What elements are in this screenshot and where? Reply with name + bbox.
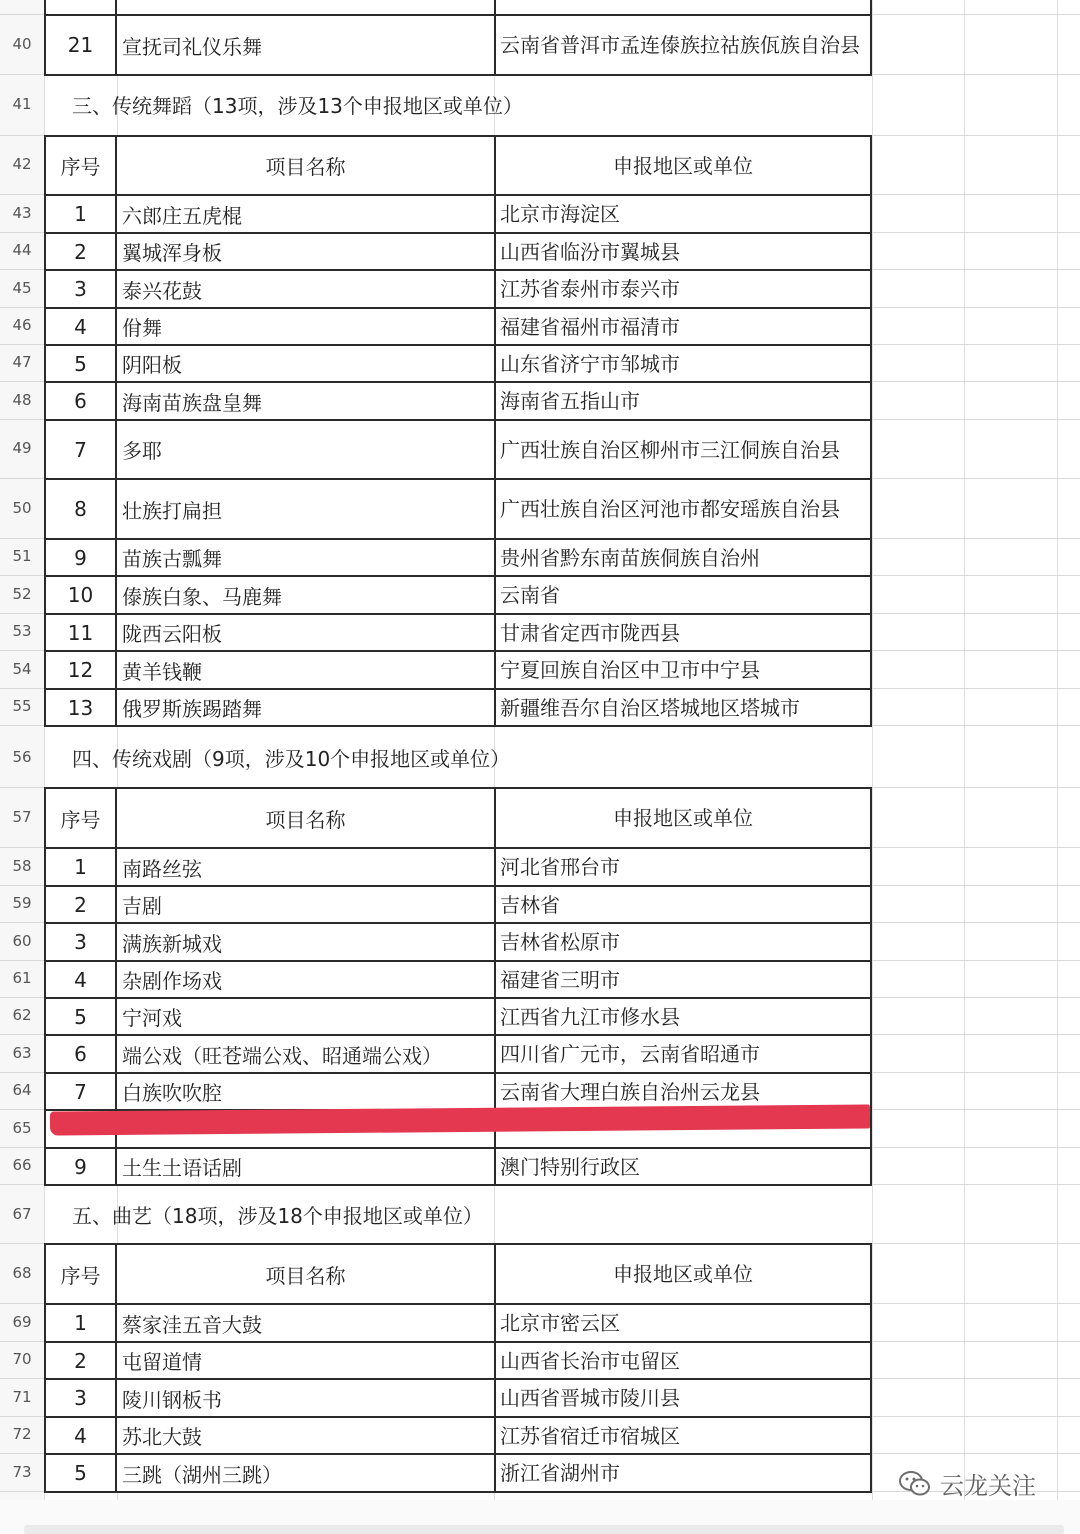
table-row-region-text: 云南省大理白族自治州云龙县 bbox=[500, 1079, 760, 1104]
table-row-name-text: 土生土语话剧 bbox=[122, 1156, 242, 1180]
table-row-name-text: 宣抚司礼仪乐舞 bbox=[122, 34, 262, 59]
header-seq bbox=[44, 787, 117, 849]
table-row-region bbox=[494, 419, 872, 480]
table-row-seq bbox=[44, 381, 117, 421]
table-row-name-text: 三跳（湖州三跳） bbox=[122, 1462, 282, 1487]
row-number[interactable]: 51 bbox=[12, 547, 32, 565]
section-title: 五、曲艺（18项，涉及18个申报地区或单位） bbox=[72, 1203, 483, 1228]
table-row-partial-seq bbox=[44, 0, 117, 16]
row-number[interactable]: 55 bbox=[12, 697, 32, 715]
table-row-region-text: 新疆维吾尔自治区塔城地区塔城市 bbox=[500, 695, 800, 720]
table-row-seq bbox=[44, 613, 117, 652]
wechat-icon bbox=[898, 1470, 932, 1498]
table-row-name bbox=[115, 1303, 496, 1343]
table-row-seq bbox=[44, 997, 117, 1036]
table-row-region bbox=[494, 885, 872, 924]
table-row-name-text: 杂剧作场戏 bbox=[122, 969, 222, 993]
table-row-region-text: 吉林省 bbox=[500, 892, 560, 917]
header-region-text: 申报地区或单位 bbox=[613, 806, 753, 830]
table-row-seq bbox=[44, 1378, 117, 1418]
table-row-name-text: 泰兴花鼓 bbox=[122, 278, 202, 303]
row-number[interactable]: 46 bbox=[12, 316, 32, 334]
row-number[interactable]: 64 bbox=[12, 1081, 32, 1099]
table-row-region-text: 广西壮族自治区河池市都安瑶族自治县 bbox=[500, 497, 840, 521]
table-row-seq bbox=[44, 1072, 117, 1111]
table-row-name-text: 六郎庄五虎棍 bbox=[122, 203, 242, 228]
table-row-region-text: 浙江省湖州市 bbox=[500, 1461, 620, 1485]
table-row-name bbox=[115, 232, 496, 271]
table-row-region bbox=[494, 613, 872, 652]
table-row-seq-text: 13 bbox=[67, 695, 94, 720]
row-number[interactable]: 67 bbox=[12, 1205, 32, 1223]
table-row-seq bbox=[44, 1147, 117, 1186]
header-region-text: 申报地区或单位 bbox=[613, 1262, 753, 1286]
table-row-name-text: 满族新城戏 bbox=[122, 931, 222, 956]
header-name-text: 项目名称 bbox=[265, 1263, 346, 1288]
table-row-region bbox=[494, 232, 872, 271]
table-row-name-text: 屯留道情 bbox=[122, 1350, 202, 1374]
table-row-name-text: 海南苗族盘皇舞 bbox=[122, 390, 262, 415]
row-number[interactable]: 47 bbox=[12, 353, 32, 371]
table-row-name bbox=[115, 575, 496, 615]
table-row-seq-text: 2 bbox=[74, 1348, 87, 1373]
table-row-name bbox=[115, 1416, 496, 1455]
table-row-seq bbox=[44, 1303, 117, 1343]
table-row-seq bbox=[44, 1341, 117, 1380]
table-row-seq-text: 1 bbox=[74, 1311, 87, 1335]
row-number[interactable]: 52 bbox=[12, 585, 32, 603]
header-name bbox=[115, 135, 496, 196]
table-row-region-text: 山西省临汾市翼城县 bbox=[500, 239, 680, 264]
row-number[interactable]: 58 bbox=[12, 857, 32, 875]
row-number[interactable]: 56 bbox=[12, 748, 32, 766]
table-row-region-text: 贵州省黔东南苗族侗族自治州 bbox=[500, 545, 760, 570]
table-row-name bbox=[115, 1147, 496, 1186]
table-row-seq-text: 5 bbox=[74, 1461, 87, 1485]
table-row-name-text: 苗族古瓢舞 bbox=[122, 547, 222, 571]
row-number[interactable]: 65 bbox=[12, 1119, 32, 1137]
row-number[interactable]: 66 bbox=[12, 1156, 32, 1174]
table-row-name bbox=[115, 1341, 496, 1380]
table-row-name bbox=[115, 1378, 496, 1418]
table-row-name-text: 端公戏（旺苍端公戏、昭通端公戏） bbox=[122, 1043, 442, 1068]
table-row-name bbox=[115, 478, 496, 540]
section-title: 四、传统戏剧（9项，涉及10个申报地区或单位） bbox=[72, 747, 511, 771]
table-row-name bbox=[115, 885, 496, 924]
header-seq-text: 序号 bbox=[60, 155, 101, 179]
table-row-seq bbox=[44, 232, 117, 271]
table-row-name bbox=[115, 997, 496, 1036]
table-row-seq-text: 12 bbox=[67, 658, 94, 682]
header-name-text: 项目名称 bbox=[265, 155, 346, 179]
table-row-name bbox=[115, 194, 496, 234]
table-row-region-text: 海南省五指山市 bbox=[500, 389, 640, 413]
table-row-seq-text: 2 bbox=[74, 892, 87, 917]
table-row-name-text: 黄羊钱鞭 bbox=[122, 659, 202, 684]
row-number[interactable]: 72 bbox=[12, 1425, 32, 1443]
row-number[interactable]: 40 bbox=[12, 35, 32, 53]
table-row-name bbox=[115, 922, 496, 962]
row-number[interactable]: 62 bbox=[12, 1006, 32, 1024]
table-row-region-text: 河北省邢台市 bbox=[500, 855, 620, 879]
table-row-seq-text: 9 bbox=[74, 545, 87, 570]
row-number[interactable]: 43 bbox=[12, 204, 32, 222]
table-row-name-text: 傣族白象、马鹿舞 bbox=[122, 584, 282, 609]
table-row-seq bbox=[44, 344, 117, 383]
table-row-seq-text: 11 bbox=[67, 620, 94, 645]
table-row-region bbox=[494, 960, 872, 999]
table-row-seq-text: 2 bbox=[74, 239, 87, 264]
column-divider bbox=[964, 0, 965, 1500]
header-name bbox=[115, 787, 496, 849]
table-row-name-text: 宁河戏 bbox=[122, 1006, 182, 1030]
table-row-seq-text: 1 bbox=[74, 855, 87, 879]
table-row-region bbox=[494, 688, 872, 727]
row-number[interactable]: 41 bbox=[12, 95, 32, 113]
table-row-region-text: 甘肃省定西市陇西县 bbox=[500, 620, 680, 645]
row-number[interactable]: 61 bbox=[12, 969, 32, 987]
section-title: 三、传统舞蹈（13项，涉及13个申报地区或单位） bbox=[72, 94, 523, 118]
row-number[interactable]: 49 bbox=[12, 439, 32, 457]
header-region bbox=[494, 1243, 872, 1305]
table-row-region-text: 北京市密云区 bbox=[500, 1311, 620, 1335]
table-row-region-text: 江西省九江市修水县 bbox=[500, 1004, 680, 1029]
row-number[interactable]: 54 bbox=[12, 660, 32, 678]
table-row-seq-text: 1 bbox=[74, 202, 87, 226]
watermark-text: 云龙关注 bbox=[940, 1472, 1036, 1500]
table-row-name bbox=[115, 14, 496, 76]
table-row-seq-text: 3 bbox=[74, 930, 87, 954]
table-row-region bbox=[494, 1378, 872, 1418]
table-row-seq bbox=[44, 1034, 117, 1074]
row-number[interactable]: 60 bbox=[12, 932, 32, 950]
table-row-region bbox=[494, 1453, 872, 1493]
header-seq-text: 序号 bbox=[60, 1263, 101, 1288]
table-row-region-text: 广西壮族自治区柳州市三江侗族自治县 bbox=[500, 437, 840, 462]
table-row-seq-text: 6 bbox=[74, 1042, 87, 1066]
row-number[interactable]: 69 bbox=[12, 1313, 32, 1331]
header-region bbox=[494, 787, 872, 849]
row-number[interactable]: 68 bbox=[12, 1264, 32, 1282]
table-row-seq bbox=[44, 194, 117, 234]
table-row-region-text: 山西省晋城市陵川县 bbox=[500, 1386, 680, 1410]
table-row-region bbox=[494, 194, 872, 234]
table-row-seq-text: 21 bbox=[67, 33, 94, 57]
table-row-region bbox=[494, 381, 872, 421]
table-row-name-text: 白族吹吹腔 bbox=[122, 1081, 222, 1105]
table-row-region-text: 北京市海淀区 bbox=[500, 202, 620, 226]
row-number[interactable]: 50 bbox=[12, 499, 32, 517]
table-row-name-text: 吉剧 bbox=[122, 894, 162, 918]
table-row-seq-text: 4 bbox=[74, 967, 87, 992]
table-row-seq bbox=[44, 847, 117, 887]
table-row-region bbox=[494, 1341, 872, 1380]
table-row-region-text: 云南省 bbox=[500, 583, 560, 607]
table-row-name bbox=[115, 613, 496, 652]
row-number[interactable]: 57 bbox=[12, 808, 32, 826]
header-seq-text: 序号 bbox=[60, 807, 101, 832]
table-row-seq bbox=[44, 269, 117, 309]
table-row-name bbox=[115, 650, 496, 690]
table-row-name bbox=[115, 538, 496, 577]
column-divider bbox=[872, 0, 873, 1500]
table-row-region bbox=[494, 538, 872, 577]
column-divider bbox=[1057, 0, 1058, 1500]
table-row-seq-text: 3 bbox=[74, 277, 87, 301]
table-row-region-text: 江苏省宿迁市宿城区 bbox=[500, 1423, 680, 1448]
table-row-region bbox=[494, 1147, 872, 1186]
table-row-name-text: 翼城浑身板 bbox=[122, 241, 222, 265]
row-number[interactable]: 48 bbox=[12, 391, 32, 409]
table-row-region bbox=[494, 575, 872, 615]
table-row-seq bbox=[44, 575, 117, 615]
row-number[interactable]: 44 bbox=[12, 241, 32, 259]
table-row-seq-text: 5 bbox=[74, 1004, 87, 1029]
table-row-region bbox=[494, 1416, 872, 1455]
table-row-name-text: 多耶 bbox=[122, 439, 162, 463]
row-number[interactable]: 45 bbox=[12, 279, 32, 297]
table-row-region-text: 四川省广元市，云南省昭通市 bbox=[500, 1042, 760, 1066]
table-row-region-text: 云南省普洱市孟连傣族拉祜族佤族自治县 bbox=[500, 33, 860, 57]
bottom-scrollbar[interactable] bbox=[24, 1525, 1064, 1534]
table-row-region bbox=[494, 650, 872, 690]
header-seq bbox=[44, 1243, 117, 1305]
table-row-name bbox=[115, 1034, 496, 1074]
table-row-seq-text: 9 bbox=[74, 1154, 87, 1179]
table-row-region bbox=[494, 922, 872, 962]
row-number[interactable]: 59 bbox=[12, 894, 32, 912]
row-number[interactable]: 63 bbox=[12, 1044, 32, 1062]
table-row-seq bbox=[44, 650, 117, 690]
table-row-name-text: 苏北大鼓 bbox=[122, 1425, 202, 1449]
table-row-seq bbox=[44, 307, 117, 346]
header-name-text: 项目名称 bbox=[265, 807, 346, 832]
header-region-text: 申报地区或单位 bbox=[613, 153, 753, 178]
table-row-seq-text: 3 bbox=[74, 1386, 87, 1410]
table-row-region bbox=[494, 478, 872, 540]
table-row-region bbox=[494, 1034, 872, 1074]
row-number[interactable]: 53 bbox=[12, 622, 32, 640]
table-row-region-text: 宁夏回族自治区中卫市中宁县 bbox=[500, 658, 760, 682]
table-row-seq-text: 4 bbox=[74, 314, 87, 339]
table-row-region bbox=[494, 14, 872, 76]
table-row-region-text: 吉林省松原市 bbox=[500, 930, 620, 954]
table-row-seq bbox=[44, 419, 117, 480]
header-name bbox=[115, 1243, 496, 1305]
table-row-region-text: 福建省福州市福清市 bbox=[500, 314, 680, 339]
table-row-region-text: 福建省三明市 bbox=[500, 967, 620, 992]
header-region bbox=[494, 135, 872, 196]
table-row-seq bbox=[44, 1416, 117, 1455]
table-row-partial-name bbox=[115, 0, 496, 16]
table-row-region bbox=[494, 847, 872, 887]
table-row-seq bbox=[44, 688, 117, 727]
table-row-seq-text: 6 bbox=[74, 389, 87, 413]
row-number[interactable]: 71 bbox=[12, 1388, 32, 1406]
table-row-region-text: 山东省济宁市邹城市 bbox=[500, 351, 680, 376]
table-row-name-text: 南路丝弦 bbox=[122, 856, 202, 881]
table-row-name-text: 阴阳板 bbox=[122, 353, 182, 377]
table-row-name-text: 俄罗斯族踢踏舞 bbox=[122, 697, 262, 721]
table-row-region bbox=[494, 307, 872, 346]
table-row-region bbox=[494, 344, 872, 383]
table-row-seq-text: 5 bbox=[74, 351, 87, 376]
row-number[interactable]: 70 bbox=[12, 1350, 32, 1368]
table-row-seq bbox=[44, 478, 117, 540]
table-row-seq bbox=[44, 922, 117, 962]
table-row-seq-text: 10 bbox=[67, 583, 94, 607]
table-row-name bbox=[115, 381, 496, 421]
table-row-seq bbox=[44, 538, 117, 577]
table-row-name bbox=[115, 419, 496, 480]
table-row-name bbox=[115, 1072, 496, 1111]
table-row-seq-text: 7 bbox=[74, 1079, 87, 1104]
table-row-seq bbox=[44, 885, 117, 924]
table-row-region-text: 澳门特别行政区 bbox=[500, 1154, 640, 1179]
table-row-seq bbox=[44, 14, 117, 76]
table-row-name bbox=[115, 1453, 496, 1493]
table-row-name-text: 蔡家洼五音大鼓 bbox=[122, 1312, 262, 1337]
table-row-name bbox=[115, 688, 496, 727]
table-row-name bbox=[115, 269, 496, 309]
table-row-name bbox=[115, 960, 496, 999]
table-row-name-text: 陇西云阳板 bbox=[122, 622, 222, 646]
table-row-region bbox=[494, 269, 872, 309]
table-row-seq bbox=[44, 960, 117, 999]
row-number[interactable]: 73 bbox=[12, 1463, 32, 1481]
table-row-seq bbox=[44, 1453, 117, 1493]
table-row-seq-text: 8 bbox=[74, 497, 87, 521]
table-row-region bbox=[494, 1303, 872, 1343]
table-row-region bbox=[494, 997, 872, 1036]
table-row-region-text: 山西省长治市屯留区 bbox=[500, 1348, 680, 1373]
watermark bbox=[898, 1466, 1036, 1501]
header-seq bbox=[44, 135, 117, 196]
table-row-region-text: 江苏省泰州市泰兴市 bbox=[500, 277, 680, 301]
table-row-name bbox=[115, 847, 496, 887]
row-number[interactable]: 42 bbox=[12, 155, 32, 173]
table-row-partial-region bbox=[494, 0, 872, 16]
table-row-name bbox=[115, 344, 496, 383]
table-row-seq-text: 4 bbox=[74, 1423, 87, 1448]
table-row-name bbox=[115, 307, 496, 346]
table-row-seq-text: 7 bbox=[74, 437, 87, 462]
table-row-name-text: 壮族打扁担 bbox=[122, 498, 222, 523]
table-row-name-text: 陵川钢板书 bbox=[122, 1387, 222, 1412]
table-row-name-text: 佾舞 bbox=[122, 316, 162, 340]
